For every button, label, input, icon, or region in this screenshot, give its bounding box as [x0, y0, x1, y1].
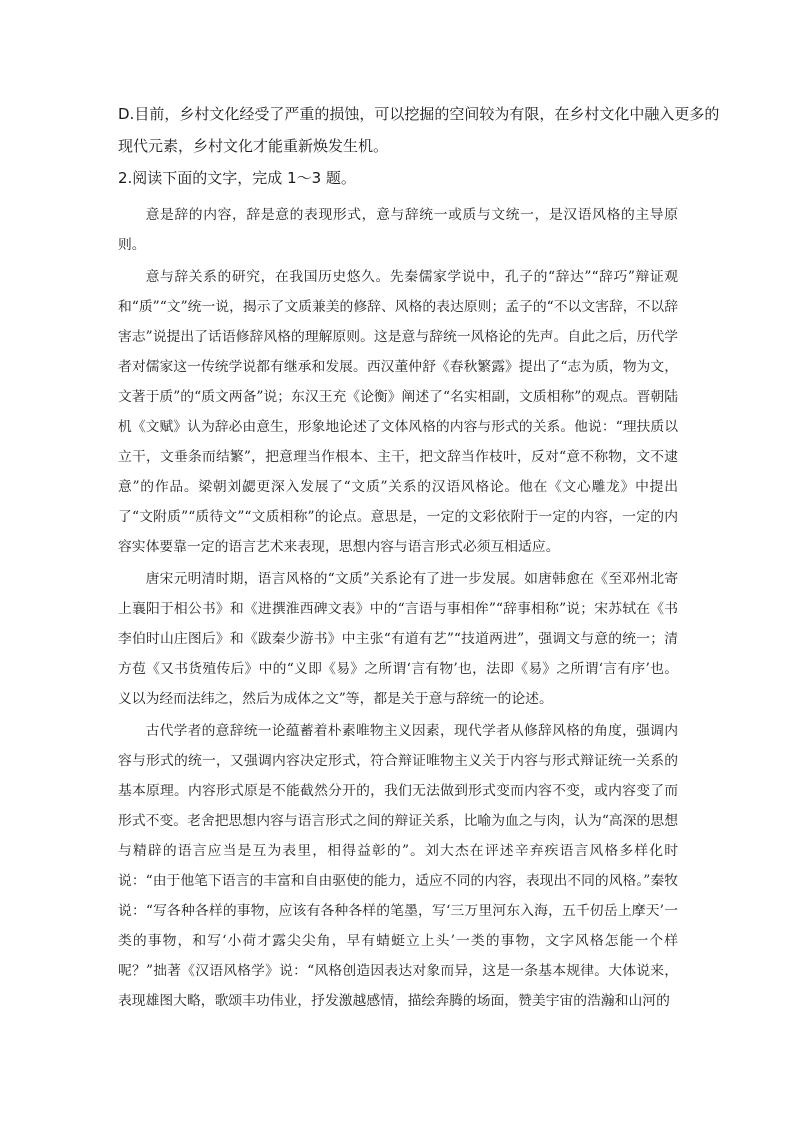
- document-content: [118, 98, 720, 1016]
- article-paragraph-3: 唐宋元明清时期，语言风格的“文质”关系论有了进一步发展。如唐韩愈在《至邓州北寄上襄阳于相公书》和《进撰淮西碑文表》中的“言语与事相侔”“辞事相称”说；宋苏轼在《书李伯时山庄图后》和《跋秦少游书》中主张“有道有艺”“技道两进”，强调文与意的统一；清方苞《又书货殖传后》中的“义即《易》之所谓‘言有物’也，法即《易》之所谓‘言有序’也。义以为经而法纬之，然后为成体之文”等，都是关于意与辞统一的论述。: [118, 571, 678, 707]
- question-intro: 2.阅读下面的文字，完成 1～3 题。: [118, 169, 356, 187]
- article-paragraph-1: 意是辞的内容，辞是意的表现形式，意与辞统一或质与文统一，是汉语风格的主导原则。: [118, 207, 678, 253]
- article-paragraph-2: 意与辞关系的研究，在我国历史悠久。先秦儒家学说中，孔子的“辞达”“辞巧”辩证观和“质”“文”统一说，揭示了文质兼美的修辞、风格的表达原则；孟子的“不以文害辞，不以辞害志”说提出了话语修辞风格的理解原则。这是意与辞统一风格论的先声。自此之后，历代学者对儒家这一传统学说都有继承和发展。西汉董仲舒《春秋繁露》提出了“志为质，物为文，文著于质”的“质文两备”说；东汉王充《论衡》阐述了“名实相副，文质相称”的观点。晋朝陆机《文赋》认为辞必由意生，形象地论述了文体风格的内容与形式的关系。他说：“理扶质以立干，文垂条而结繁”，把意理当作根本、主干，把文辞当作枝叶，反对“意不称物，文不逮意”的作品。梁朝刘勰更深入发展了“文质”关系的汉语风格论。他在《文心雕龙》中提出了“文附质”“质待文”“文质相称”的论点。意思是，一定的文彩依附于一定的内容，一定的内容实体要靠一定的语言艺术来表现，思想内容与语言形式必须互相适应。: [118, 269, 678, 555]
- article-paragraph-4: 古代学者的意辞统一论蕴蓄着朴素唯物主义因素，现代学者从修辞风格的角度，强调内容与形式的统一，又强调内容决定形式，符合辩证唯物主义关于内容与形式辩证统一关系的基本原理。内容形式原是不能截然分开的，我们无法做到形式变而内容不变，或内容变了而形式不变。老舍把思想内容与语言形式之间的辩证关系，比喻为血之与肉，认为“高深的思想与精辟的语言应当是互为表里，相得益彰的”。刘大杰在评述辛弃疾语言风格多样化时说：“由于他笔下语言的丰富和自由驱使的能力，适应不同的内容，表现出不同的风格。”秦牧说：“写各种各样的事物，应该有各种各样的笔墨，写‘三万里河东入海，五千仞岳上摩天’一类的事物，和写‘小荷才露尖尖角，早有蜻蜓立上头’一类的事物，文字风格怎能一个样呢？”拙著《汉语风格学》说：“风格创造因表达对象而异，这是一条基本规律。大体说来，表现雄图大略，歌颂丰功伟业，抒发激越感情，描绘奔腾的场面，赞美宇宙的浩瀚和山河的: [118, 723, 678, 1009]
- option-d-line-1: D.目前，乡村文化经受了严重的损蚀，可以挖掘的空间较为有限，在乡村文化中融入更多的: [118, 105, 720, 123]
- option-d-line-2: 现代元素，乡村文化才能重新焕发生机。: [118, 137, 389, 155]
